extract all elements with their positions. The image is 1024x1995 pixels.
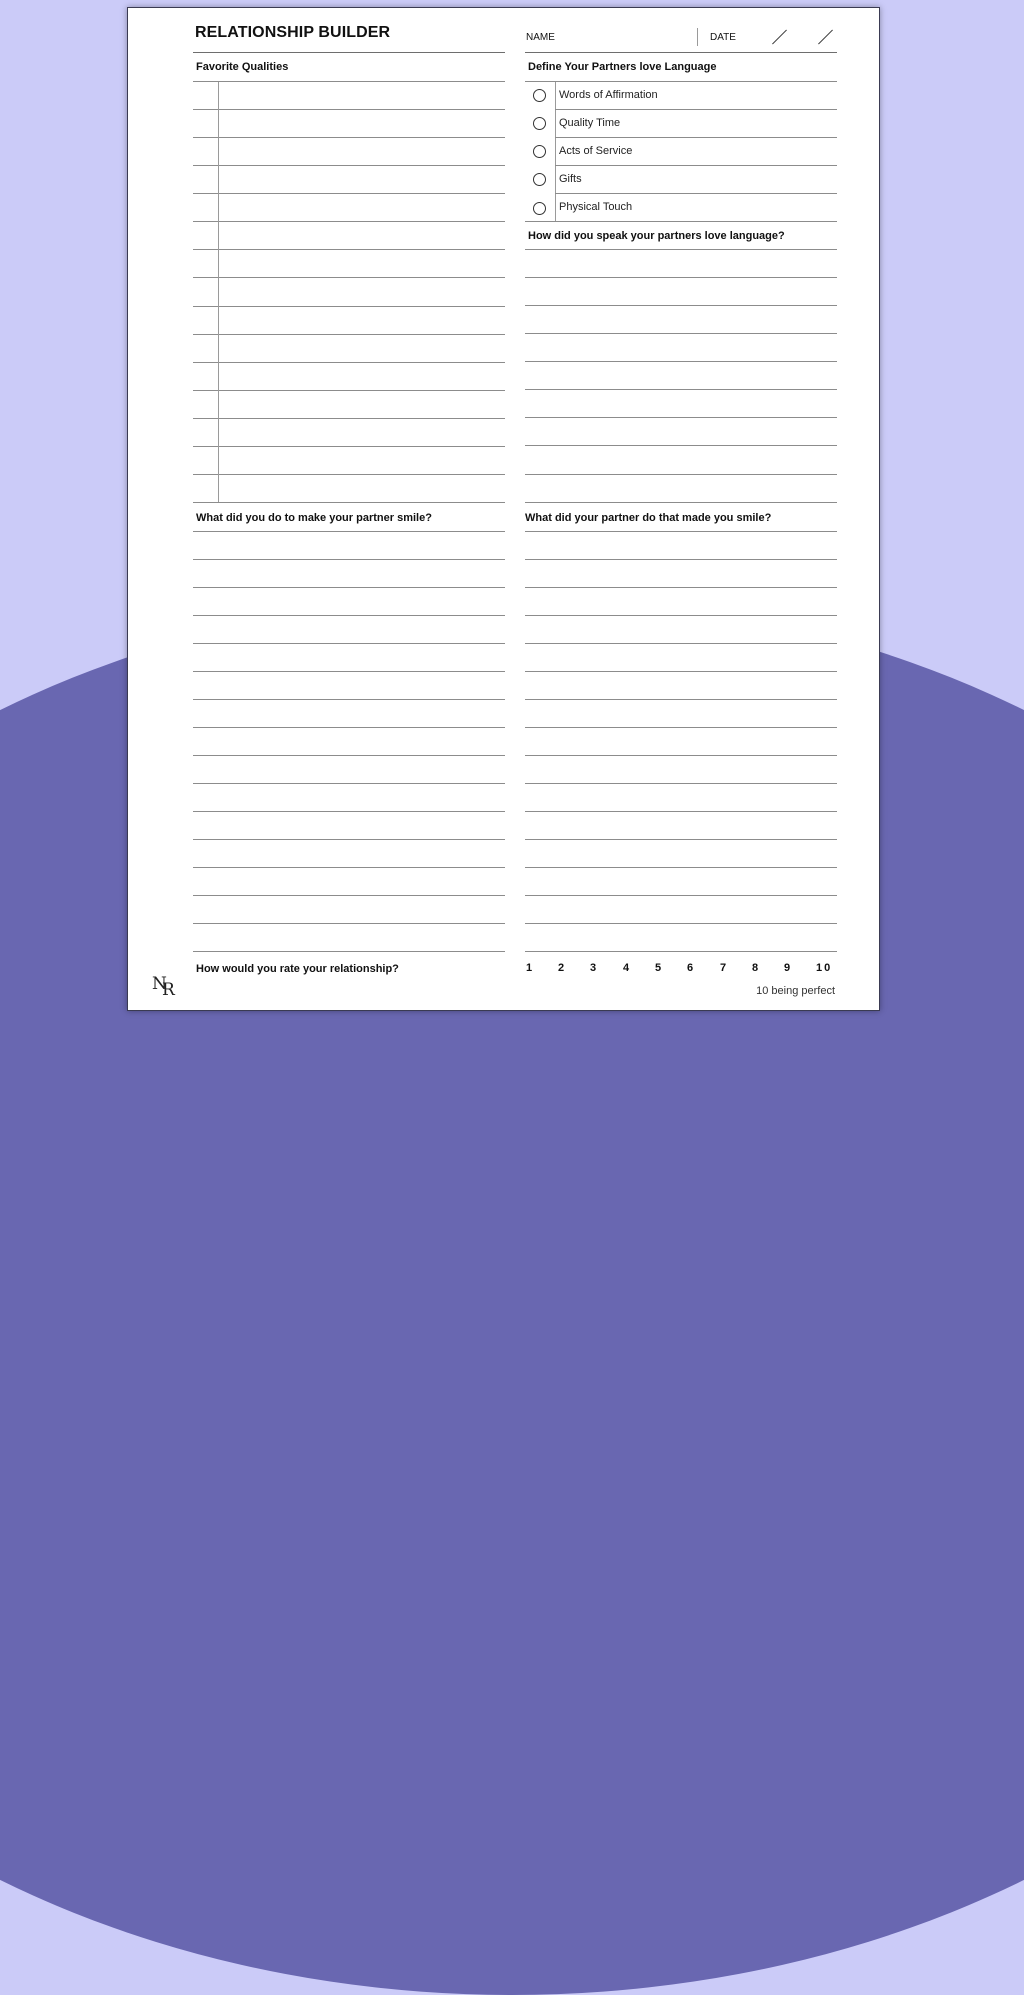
writing-line [193,334,505,335]
writing-line [193,221,505,222]
writing-line [193,867,505,868]
writing-line [193,783,505,784]
make-smile-label: What did you do to make your partner smile? [196,512,432,524]
writing-line [193,671,505,672]
writing-line [525,671,837,672]
writing-line [525,531,837,532]
writing-line [525,727,837,728]
option-gifts: Gifts [559,173,582,185]
rating-3[interactable]: 3 [590,962,597,974]
writing-line [193,109,505,110]
love-language-divider [555,82,556,222]
rating-note: 10 being perfect [756,985,835,997]
date-label: DATE [710,32,736,43]
rating-8[interactable]: 8 [752,962,759,974]
writing-line [193,559,505,560]
writing-line [525,811,837,812]
writing-line [193,755,505,756]
writing-line [525,361,837,362]
writing-line [525,755,837,756]
rating-2[interactable]: 2 [558,962,565,974]
option-checkbox[interactable] [533,202,546,215]
option-checkbox[interactable] [533,173,546,186]
writing-line [525,615,837,616]
rating-4[interactable]: 4 [623,962,630,974]
option-quality-time: Quality Time [559,117,621,129]
favorite-qualities-margin [218,82,219,502]
writing-line [525,305,837,306]
speak-language-label: How did you speak your partners love language? [528,230,785,242]
logo-letter-n: N [152,974,167,994]
writing-line [193,951,505,952]
page-title: RELATIONSHIP BUILDER [195,24,391,41]
rating-10[interactable]: 10 [816,962,833,974]
writing-line [525,445,837,446]
date-slash-1 [772,30,787,45]
option-rule [525,221,837,222]
writing-line [525,699,837,700]
date-slash-2 [818,30,833,45]
writing-line [193,811,505,812]
writing-line [525,839,837,840]
rating-7[interactable]: 7 [720,962,727,974]
option-words-of-affirmation: Words of Affirmation [559,89,658,101]
writing-line [525,389,837,390]
writing-line [193,446,505,447]
writing-line [525,783,837,784]
option-checkbox[interactable] [533,89,546,102]
partner-smile-label: What did your partner do that made you smile? [525,512,772,524]
writing-line [193,727,505,728]
name-label: NAME [526,32,555,43]
writing-line [193,923,505,924]
option-acts-of-service: Acts of Service [559,145,633,157]
planner-sheet [127,7,880,1011]
writing-line [193,895,505,896]
writing-line [525,559,837,560]
option-rule [555,137,837,138]
option-checkbox[interactable] [533,117,546,130]
writing-line [193,390,505,391]
writing-line [193,277,505,278]
love-language-label: Define Your Partners love Language [528,61,717,73]
writing-line [193,137,505,138]
writing-line [525,249,837,250]
writing-line [525,474,837,475]
writing-line [525,277,837,278]
rating-label: How would you rate your relationship? [196,963,399,975]
rating-6[interactable]: 6 [687,962,694,974]
writing-line [193,531,505,532]
option-rule [555,109,837,110]
writing-line [193,699,505,700]
writing-line [525,417,837,418]
writing-line [193,502,505,503]
logo-letter-r: R [162,980,175,997]
writing-line [525,643,837,644]
rating-5[interactable]: 5 [655,962,662,974]
writing-line [193,165,505,166]
option-checkbox[interactable] [533,145,546,158]
rating-1[interactable]: 1 [526,962,533,974]
favorite-qualities-label: Favorite Qualities [196,61,289,73]
writing-line [193,474,505,475]
writing-line [525,502,837,503]
writing-line [193,587,505,588]
writing-line [193,249,505,250]
writing-line [193,615,505,616]
header-divider [697,28,698,46]
writing-line [193,306,505,307]
love-language-rule [525,81,837,82]
writing-line [193,418,505,419]
writing-line [525,867,837,868]
brand-logo-icon [152,971,182,997]
option-physical-touch: Physical Touch [559,201,633,213]
writing-line [193,81,505,82]
writing-line [525,951,837,952]
writing-line [525,895,837,896]
writing-line [525,923,837,924]
writing-line [193,643,505,644]
writing-line [193,362,505,363]
name-underline [525,52,837,53]
writing-line [525,333,837,334]
writing-line [193,193,505,194]
title-underline [193,52,505,53]
option-rule [555,165,837,166]
option-rule [555,193,837,194]
writing-line [525,587,837,588]
writing-line [193,839,505,840]
rating-9[interactable]: 9 [784,962,791,974]
